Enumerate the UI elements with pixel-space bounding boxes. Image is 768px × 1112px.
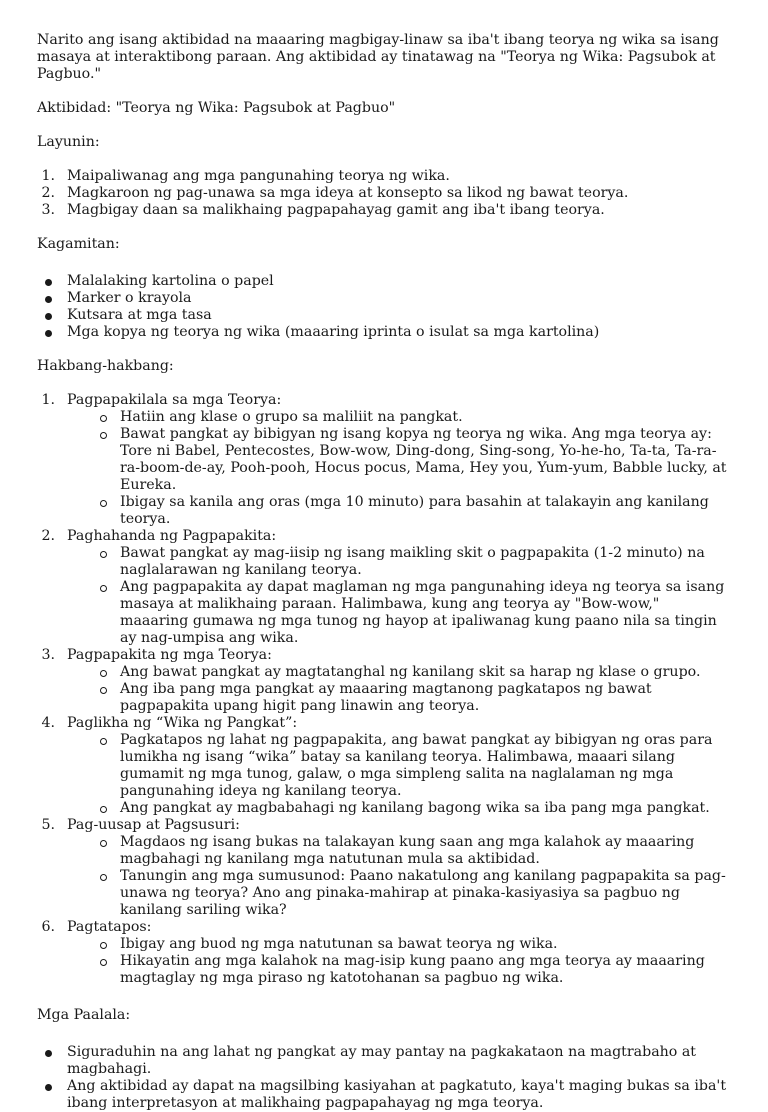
sub-item-text: Ang pangkat ay magbabahagi ng kanilang bagong wika sa iba pang mga pangkat. [120,800,710,816]
sub-item-text: Hikayatin ang mga kalahok na mag-isip kung paano ang mga teorya ay maaaring magtaglay ng mga piraso ng katotohanan sa pagbuo ng wika. [120,953,705,986]
objectives-heading: Layunin: [37,134,100,150]
sub-item [97,936,730,953]
material-text: Malalaking kartolina o papel [67,273,274,289]
step-title: Pagpapakita ng mga Teorya: [67,647,272,663]
sub-item-text: Ang bawat pangkat ay magtatanghal ng kanilang skit sa harap ng klase o grupo. [120,664,701,680]
step-item [37,715,730,817]
reminder-text: Ang aktibidad ay dapat na magsilbing kasiyahan at pagkatuto, kaya't maging bukas sa iba't ibang interpretasyon at malikhaing pagpapahayag ng mga teorya. [67,1078,727,1111]
sub-item-text: Bawat pangkat ay bibigyan ng isang kopya ng teorya ng wika. Ang mga teorya ay: Tore ni Babel, Pentecostes, Bow-wow, Ding-dong, Sing-song, Yo-he-ho, Ta-ta, Ta-ra-ra-boom-de-ay, Pooh-pooh, Hocus pocus, Mama, Hey you, Yum-yum, Babble lucky, at Eureka. [120,426,727,493]
list-number: 2 . [37,528,55,545]
step-sublist [67,936,730,987]
list-number: 1 . [37,168,55,185]
circle-bullet-icon [100,585,107,592]
material-item [37,273,730,290]
step-item [37,919,730,987]
sub-item-text: Ang pagpapakita ay dapat maglaman ng mga pangunahing ideya ng teorya sa isang masaya at malikhaing paraan. Halimbawa, kung ang teorya ay "Bow-wow," maaaring gumawa ng mga tunog ng hayop at ipaliwanag kung paano nila sa tingin ay nag-umpisa ang wika. [120,579,725,646]
sub-item-text: Ibigay ang buod ng mga natutunan sa bawat teorya ng wika. [120,936,558,952]
circle-bullet-icon [100,551,107,558]
list-number: 3 . [37,202,55,219]
material-item [37,324,730,341]
sub-item-text: Magdaos ng isang bukas na talakayan kung saan ang mga kalahok ay maaaring magbahagi ng kanilang mga natutunan mula sa aktibidad. [120,834,695,867]
objective-text: Magkaroon ng pag-unawa sa mga ideya at konsepto sa likod ng bawat teorya. [67,185,629,201]
step-item [37,528,730,647]
sub-item [97,494,730,528]
bullet-icon [45,279,52,286]
sub-item-text: Tanungin ang mga sumusunod: Paano nakatulong ang kanilang pagpapakita sa pag-unawa ng teorya? Ano ang pinaka-mahirap at pinaka-kasiyasiya sa pagbuo ng kanilang sariling wika? [120,868,726,918]
intro-paragraph: Narito ang isang aktibidad na maaaring magbigay-linaw sa iba't ibang teorya ng wika sa isang masaya at interaktibong paraan. Ang aktibidad ay tinatawag na "Teorya ng Wika: Pagsubok at Pagbuo." [37,32,719,82]
sub-item [97,800,730,817]
list-number: 5 . [37,817,55,834]
step-item [37,392,730,528]
step-sublist [67,664,730,715]
objective-item [37,185,730,202]
circle-bullet-icon [100,670,107,677]
circle-bullet-icon [100,415,107,422]
sub-item [97,664,730,681]
step-item [37,647,730,715]
step-title: Paghahanda ng Pagpapakita: [67,528,277,544]
objective-item [37,168,730,185]
step-sublist [67,732,730,817]
sub-item [97,681,730,715]
step-sublist [67,834,730,919]
material-text: Marker o krayola [67,290,192,306]
circle-bullet-icon [100,874,107,881]
circle-bullet-icon [100,500,107,507]
circle-bullet-icon [100,687,107,694]
circle-bullet-icon [100,432,107,439]
reminder-text: Siguraduhin na ang lahat ng pangkat ay may pantay na pagkakataon na magtrabaho at magbahagi. [67,1044,697,1077]
reminder-item [37,1078,730,1112]
step-title: Paglikha ng “Wika ng Pangkat”: [67,715,298,731]
circle-bullet-icon [100,942,107,949]
material-item [37,290,730,307]
sub-item [97,732,730,800]
bullet-icon [45,1084,52,1091]
sub-item [97,426,730,494]
activity-title: Aktibidad: "Teorya ng Wika: Pagsubok at Pagbuo" [37,100,396,116]
sub-item-text: Ibigay sa kanila ang oras (mga 10 minuto) para basahin at talakayin ang kanilang teorya. [120,494,709,527]
reminders-list [37,1044,730,1112]
sub-item [97,545,730,579]
sub-item-text: Hatiin ang klase o grupo sa maliliit na pangkat. [120,409,463,425]
sub-item [97,834,730,868]
sub-item-text: Bawat pangkat ay mag-iisip ng isang maikling skit o pagpapakita (1-2 minuto) na naglalarawan ng kanilang teorya. [120,545,705,578]
circle-bullet-icon [100,806,107,813]
step-sublist [67,545,730,647]
list-number: 3 . [37,647,55,664]
step-item [37,817,730,919]
sub-item [97,953,730,987]
step-sublist [67,409,730,528]
steps-heading: Hakbang-hakbang: [37,358,174,374]
materials-list [37,273,730,341]
reminders-heading: Mga Paalala: [37,1007,131,1023]
step-title: Pagtatapos: [67,919,152,935]
circle-bullet-icon [100,840,107,847]
sub-item [97,868,730,919]
bullet-icon [45,296,52,303]
circle-bullet-icon [100,959,107,966]
material-text: Mga kopya ng teorya ng wika (maaaring iprinta o isulat sa mga kartolina) [67,324,600,340]
bullet-icon [45,330,52,337]
list-number: 1 . [37,392,55,409]
objective-text: Maipaliwanag ang mga pangunahing teorya ng wika. [67,168,450,184]
sub-item-text: Ang iba pang mga pangkat ay maaaring magtanong pagkatapos ng bawat pagpapakita upang higit pang linawin ang teorya. [120,681,652,714]
step-title: Pagpapakilala sa mga Teorya: [67,392,282,408]
circle-bullet-icon [100,738,107,745]
material-item [37,307,730,324]
bullet-icon [45,313,52,320]
objective-text: Magbigay daan sa malikhaing pagpapahayag gamit ang iba't ibang teorya. [67,202,605,218]
step-title: Pag-uusap at Pagsusuri: [67,817,240,833]
list-number: 4 . [37,715,55,732]
steps-list [37,392,730,987]
reminder-item [37,1044,730,1078]
sub-item-text: Pagkatapos ng lahat ng pagpapakita, ang bawat pangkat ay bibigyan ng oras para lumikha ng isang “wika” batay sa kanilang teorya. Halimbawa, maaari silang gumamit ng mga tunog, galaw, o mga simpleng salita na naglalaman ng mga pangunahing ideya ng kanilang teorya. [120,732,713,799]
list-number: 6 . [37,919,55,936]
objectives-list [37,168,730,219]
sub-item [97,579,730,647]
list-number: 2 . [37,185,55,202]
material-text: Kutsara at mga tasa [67,307,212,323]
objective-item [37,202,730,219]
sub-item [97,409,730,426]
bullet-icon [45,1050,52,1057]
materials-heading: Kagamitan: [37,236,120,252]
